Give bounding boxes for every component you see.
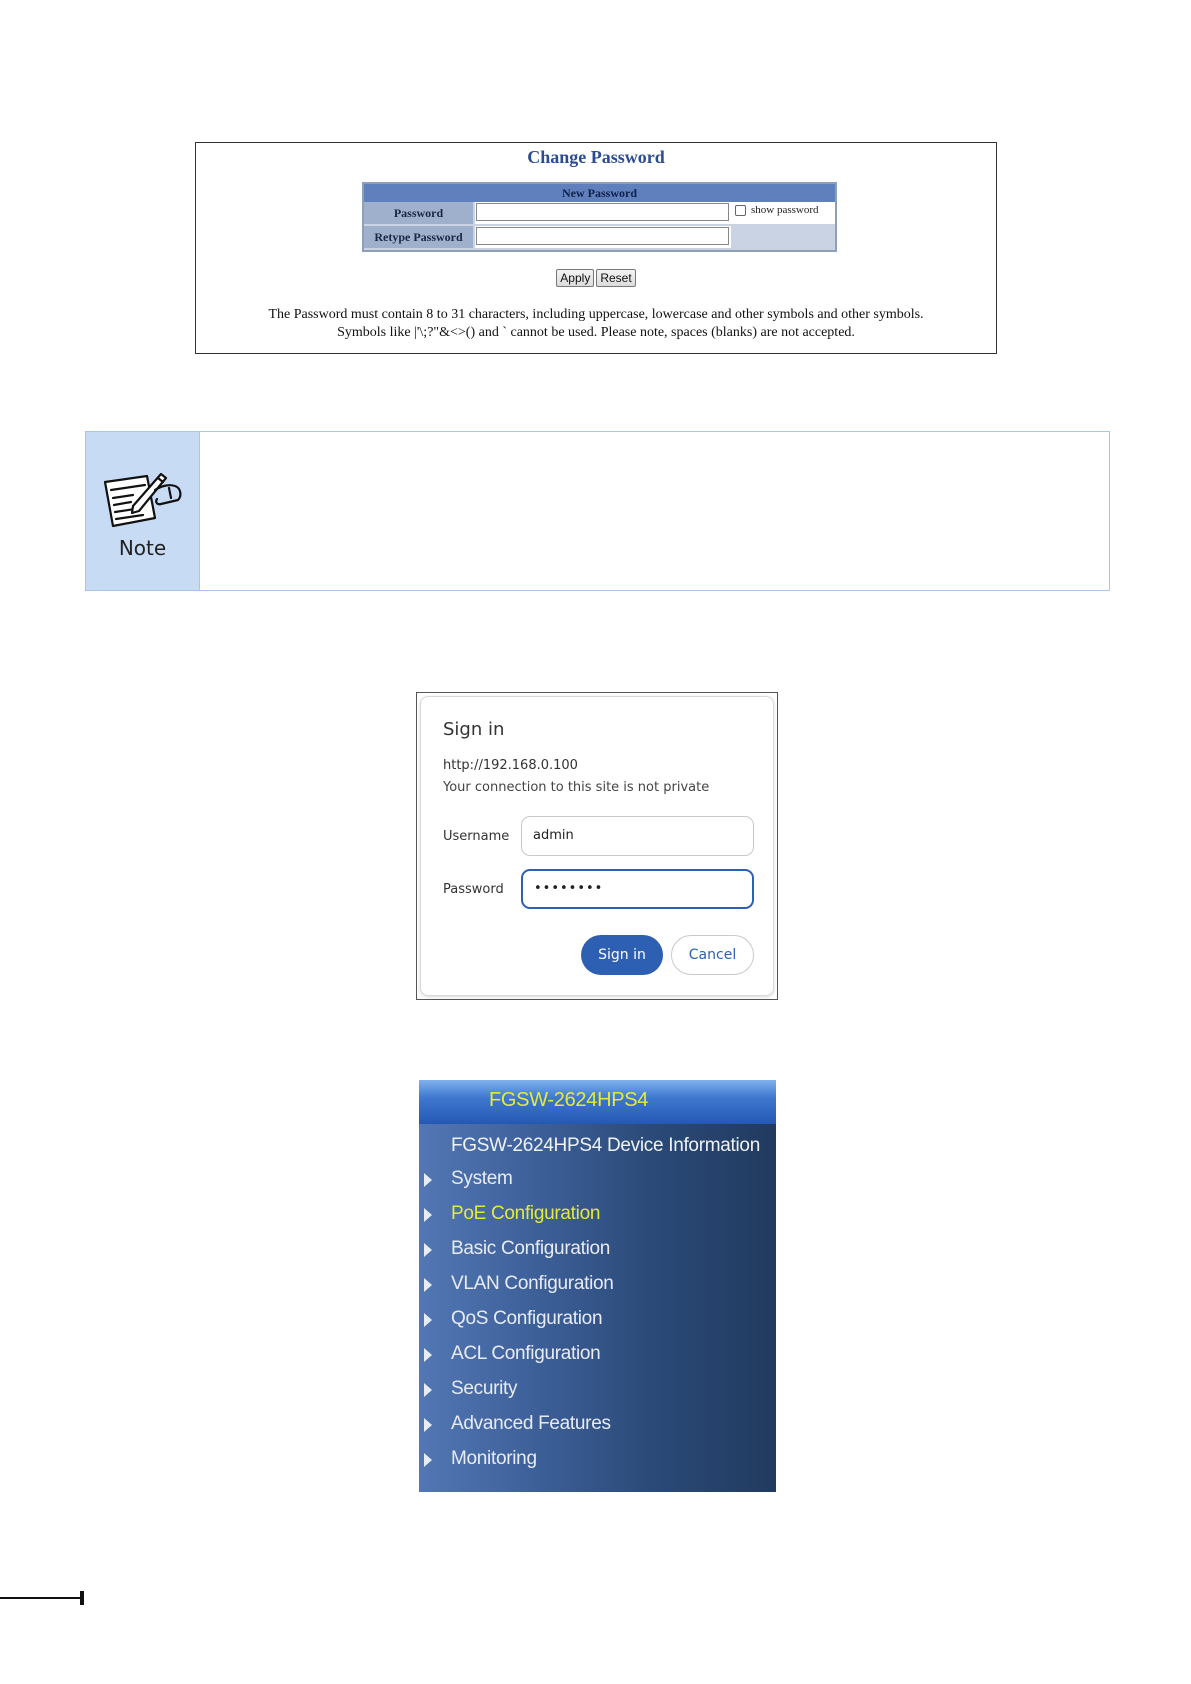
note-box bbox=[85, 431, 1110, 591]
password-label: Password bbox=[364, 202, 473, 224]
menu-item-system[interactable] bbox=[419, 1165, 776, 1195]
footer-rule bbox=[0, 1597, 82, 1599]
signin-button[interactable]: Sign in bbox=[581, 935, 663, 975]
menu-item-acl-configuration[interactable] bbox=[419, 1340, 776, 1370]
retype-password-cell bbox=[475, 226, 835, 248]
menu-item-label: ACL Configuration bbox=[451, 1343, 601, 1364]
arrow-right-icon bbox=[424, 1313, 432, 1327]
device-menu bbox=[419, 1080, 776, 1492]
arrow-right-icon bbox=[424, 1418, 432, 1432]
arrow-right-icon bbox=[424, 1208, 432, 1222]
menu-item-label: PoE Configuration bbox=[451, 1203, 601, 1224]
menu-item-label: VLAN Configuration bbox=[451, 1273, 614, 1294]
new-password-header: New Password bbox=[364, 184, 835, 202]
signin-password-input[interactable]: •••••••• bbox=[521, 869, 754, 909]
reset-button[interactable]: Reset bbox=[596, 269, 635, 287]
menu-item-vlan-configuration[interactable] bbox=[419, 1270, 776, 1300]
menu-header bbox=[419, 1080, 776, 1124]
footer-tick bbox=[80, 1591, 84, 1605]
note-sidebar bbox=[86, 432, 200, 590]
signin-url: http://192.168.0.100 bbox=[443, 758, 578, 773]
password-rules bbox=[196, 306, 996, 342]
menu-item-label: Security bbox=[451, 1378, 518, 1399]
menu-item-advanced-features[interactable] bbox=[419, 1410, 776, 1440]
menu-item-label: Advanced Features bbox=[451, 1413, 611, 1434]
menu-item-label: Monitoring bbox=[451, 1448, 537, 1469]
signin-screenshot-frame bbox=[416, 692, 778, 1000]
arrow-right-icon bbox=[424, 1243, 432, 1257]
arrow-right-icon bbox=[424, 1348, 432, 1362]
menu-item-poe-configuration[interactable] bbox=[419, 1200, 776, 1230]
retype-password-row bbox=[364, 226, 835, 250]
arrow-right-icon bbox=[424, 1383, 432, 1397]
menu-title: FGSW-2624HPS4 bbox=[489, 1089, 649, 1111]
menu-item-device-information[interactable]: FGSW-2624HPS4 Device Information bbox=[451, 1135, 760, 1156]
password-rules-line-2: Symbols like |'\;?"&<>() and ` cannot be used. Please note, spaces (blanks) are not accepted. bbox=[337, 325, 855, 340]
change-password-title: Change Password bbox=[527, 147, 665, 167]
form-buttons bbox=[196, 269, 996, 287]
show-password-label: show password bbox=[751, 204, 819, 216]
password-cell bbox=[475, 202, 835, 224]
apply-button[interactable]: Apply bbox=[556, 269, 594, 287]
signin-warning: Your connection to this site is not private bbox=[443, 780, 710, 795]
change-password-panel bbox=[195, 142, 997, 354]
retype-filler bbox=[731, 226, 835, 248]
password-input[interactable] bbox=[476, 203, 729, 221]
note-label: Note bbox=[118, 536, 167, 560]
show-password-toggle[interactable] bbox=[735, 204, 819, 216]
username-label: Username bbox=[443, 829, 510, 844]
menu-item-label: QoS Configuration bbox=[451, 1308, 603, 1329]
cancel-button[interactable]: Cancel bbox=[671, 935, 754, 975]
retype-password-input[interactable] bbox=[476, 227, 729, 245]
menu-item-basic-configuration[interactable] bbox=[419, 1235, 776, 1265]
arrow-right-icon bbox=[424, 1278, 432, 1292]
show-password-checkbox[interactable] bbox=[735, 205, 746, 216]
signin-password-label: Password bbox=[443, 882, 504, 897]
signin-title: Sign in bbox=[443, 719, 505, 740]
note-pen-icon bbox=[103, 468, 183, 530]
password-rules-line-1: The Password must contain 8 to 31 characters, including uppercase, lowercase and other symbols and other symbols. bbox=[268, 307, 924, 322]
username-input[interactable]: admin bbox=[521, 816, 754, 856]
signin-dialog bbox=[420, 696, 774, 996]
new-password-table bbox=[362, 182, 837, 252]
menu-item-label: System bbox=[451, 1168, 513, 1189]
menu-item-qos-configuration[interactable] bbox=[419, 1305, 776, 1335]
password-row bbox=[364, 202, 835, 226]
menu-item-monitoring[interactable] bbox=[419, 1445, 776, 1475]
arrow-right-icon bbox=[424, 1453, 432, 1467]
arrow-right-icon bbox=[424, 1173, 432, 1187]
retype-password-label: Retype Password bbox=[364, 226, 473, 248]
menu-item-security[interactable] bbox=[419, 1375, 776, 1405]
menu-item-label: Basic Configuration bbox=[451, 1238, 611, 1259]
